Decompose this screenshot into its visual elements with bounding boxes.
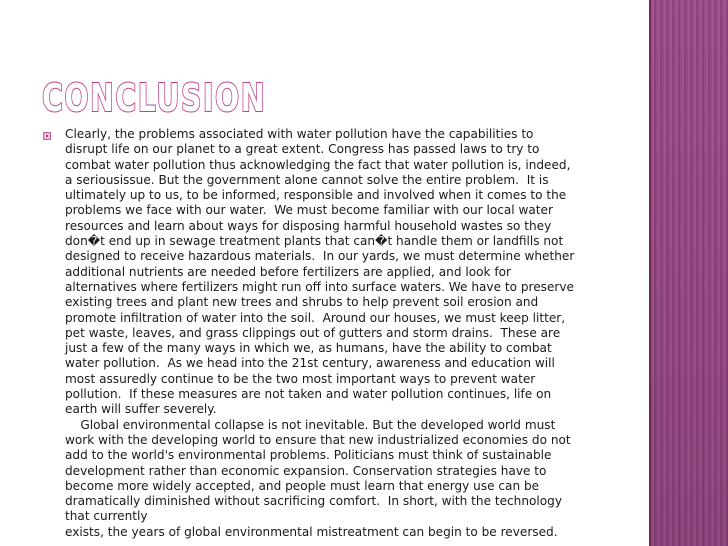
body-text-line: don�t end up in sewage treatment plants that can�t handle them or landfills not <box>65 234 564 249</box>
body-text-line: alternatives where fertilizers might run off into surface waters. We have to preserve <box>65 279 574 294</box>
body-text-line: additional nutrients are needed before fertilizers are applied, and look for <box>65 264 511 279</box>
slide-title-text: CONCLUSION <box>42 76 266 120</box>
slide-title-outline <box>40 74 300 118</box>
body-text-line: Clearly, the problems associated with water pollution have the capabilities to <box>65 127 534 141</box>
body-text-line: ultimately up to us, to be informed, responsible and involved when it comes to the <box>65 188 567 203</box>
body-text-line: pet waste, leaves, and grass clippings out of gutters and storm drains. These are <box>65 325 561 340</box>
body-text-line: existing trees and plant new trees and shrubs to help prevent soil erosion and <box>65 295 539 310</box>
body-text-line: most assuredly continue to be the two most important ways to prevent water <box>65 371 536 386</box>
body-text-line: pollution. If these measures are not taken and water pollution continues, life on <box>65 387 552 402</box>
body-text-line: Global environmental collapse is not inevitable. But the developed world must <box>65 417 556 432</box>
body-text-line: combat water pollution thus acknowledging the fact that water pollution is, indeed, <box>65 157 571 172</box>
body-text-line: become more widely accepted, and people must learn that energy use can be <box>65 478 540 493</box>
conclusion-body-text <box>65 127 650 540</box>
body-text-line: designed to receive hazardous materials. In our yards, we must determine whether <box>65 249 575 264</box>
body-text-line: development rather than economic expansion. Conservation strategies have to <box>65 463 547 478</box>
body-text-line: just a few of the many ways in which we, as humans, have the ability to combat <box>65 341 552 356</box>
slide-title <box>40 74 300 118</box>
body-text-line: dramatically diminished without sacrificing comfort. In short, with the technology <box>65 494 563 509</box>
body-text-line: resources and learn about ways for disposing harmful household wastes so they <box>65 218 552 233</box>
body-text-line: disrupt life on our planet to a great extent. Congress has passed laws to try to <box>65 142 540 157</box>
body-text-line: add to the world's environmental problems. Politicians must think of sustainable <box>65 448 552 463</box>
body-text-line: a seriousissue. But the government alone cannot solve the entire problem. It is <box>65 172 549 187</box>
body-text-line: problems we face with our water. We must become familiar with our local water <box>65 203 553 218</box>
body-text-line: promote infiltration of water into the soil. Around our houses, we must keep litter, <box>65 310 566 325</box>
body-text-line: work with the developing world to ensure that new industrialized economies do not <box>65 432 571 447</box>
pink-square-bullet-icon <box>43 132 51 140</box>
body-text-line: earth will suffer severely. <box>65 402 217 417</box>
body-text-line: that currently <box>65 509 148 524</box>
decorative-side-band <box>651 0 728 546</box>
body-text-line: water pollution. As we head into the 21st century, awareness and education will <box>65 356 555 371</box>
body-text-line: exists, the years of global environmental mistreatment can begin to be reversed. <box>65 524 558 539</box>
